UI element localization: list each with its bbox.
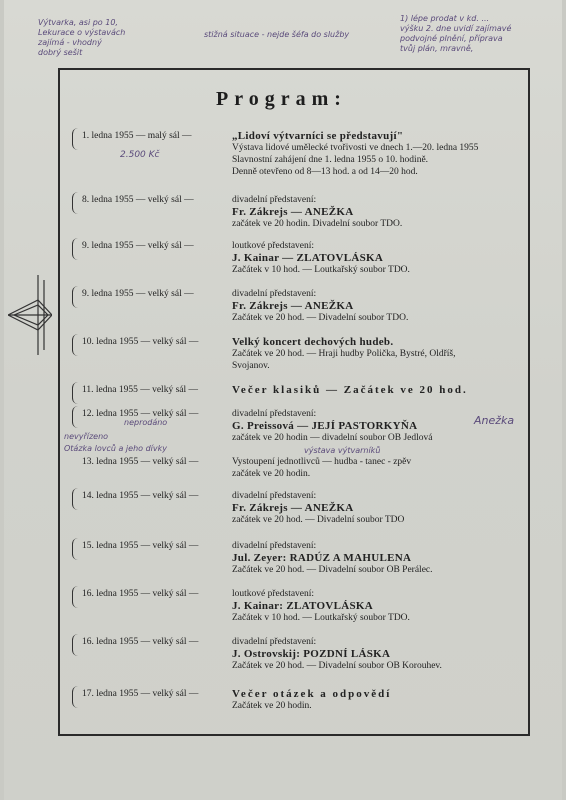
entry-line: Začátek ve 20 hod. — Divadelní soubor OB Perálec. — [232, 565, 433, 575]
entry-line: Fr. Zákrejs — ANEŽKA — [232, 206, 354, 218]
bracket-mark — [72, 634, 81, 656]
entry-line: Denně otevřeno od 8—13 hod. a od 14—20 hod. — [232, 167, 418, 177]
entry-line: Jul. Zeyer: RADÚZ A MAHULENA — [232, 552, 412, 564]
entry-line: Fr. Zákrejs — ANEŽKA — [232, 300, 354, 312]
entry-line: začátek ve 20 hodin — divadelní soubor OB Jedlová — [232, 433, 433, 443]
handwritten-note-left-1: neprodáno — [124, 418, 168, 427]
entry-line: začátek ve 20 hodin. — [232, 469, 311, 479]
entry-line: divadelní představení: — [232, 541, 317, 551]
bracket-mark — [72, 488, 81, 510]
entry-line: Začátek ve 20 hod. — Divadelní soubor TDO. — [232, 313, 409, 323]
entry-date: 8. ledna 1955 — velký sál — — [82, 195, 194, 205]
entry-date: 9. ledna 1955 — velký sál — — [82, 289, 194, 299]
entry-line: Vystoupení jednotlivců — hudba - tanec - zpěv — [232, 457, 412, 467]
bracket-mark — [72, 686, 81, 708]
entry-line: loutkové představení: — [232, 589, 315, 599]
entry-line: začátek ve 20 hod. — Divadelní soubor TDO — [232, 515, 405, 525]
entry-line: Večer otázek a odpovědí — [232, 688, 392, 700]
entry-date: 16. ledna 1955 — velký sál — — [82, 589, 199, 599]
bracket-mark — [72, 192, 81, 214]
entry-line: loutkové představení: — [232, 241, 315, 251]
entry-line: Velký koncert dechových hudeb. — [232, 336, 394, 348]
entry-line: Začátek ve 20 hod. — Divadelní soubor OB Korouhev. — [232, 661, 442, 671]
bracket-mark — [72, 382, 81, 404]
entry-line: Začátek ve 20 hodin. — [232, 701, 312, 711]
entry-line: J. Kainar: ZLATOVLÁSKA — [232, 600, 373, 612]
entry-line: Začátek v 10 hod. — Loutkařský soubor TDO. — [232, 613, 410, 623]
bracket-mark — [72, 586, 81, 608]
entry-line: Slavnostní zahájení dne 1. ledna 1955 o 10. hodině. — [232, 155, 429, 165]
handwritten-correction: Anežka — [474, 414, 515, 427]
handwritten-note-top-middle: stižná situace - nejde šéfa do služby — [204, 30, 350, 39]
entry-line: Fr. Zákrejs — ANEŽKA — [232, 502, 354, 514]
handwritten-amount: 2.500 Kč — [120, 150, 160, 160]
entry-date: 13. ledna 1955 — velký sál — — [82, 457, 199, 467]
entry-line: začátek ve 20 hodin. Divadelní soubor TDO. — [232, 219, 403, 229]
entry-date: 12. ledna 1955 — velký sál — — [82, 409, 199, 419]
entry-date: 9. ledna 1955 — velký sál — — [82, 241, 194, 251]
entry-line: G. Preissová — JEJÍ PASTORKYŇA — [232, 420, 418, 432]
handwritten-note-top-right: 1) lépe prodat v kd. ... výšku 2. dne uvidí zajímavé podvojné plnění, příprava tvůj plán, mravně, — [400, 14, 512, 53]
entry-line: „Lidoví výtvarníci se představují" — [232, 130, 404, 142]
entry-line: divadelní představení: — [232, 409, 317, 419]
entry-line: Výstava lidové umělecké tvořivosti ve dnech 1.—20. ledna 1955 — [232, 143, 479, 153]
entry-date: 17. ledna 1955 — velký sál — — [82, 689, 199, 699]
bracket-mark — [72, 538, 81, 560]
paper-sheet — [4, 0, 562, 800]
bracket-mark — [72, 286, 81, 308]
margin-ornament-icon — [8, 275, 52, 355]
handwritten-note-left-3: Otázka lovců a jeho dívky — [64, 444, 167, 453]
entry-date: 16. ledna 1955 — velký sál — — [82, 637, 199, 647]
entry-line: Začátek ve 20 hod. — Hraji hudby Polička, Bystré, Oldříš, — [232, 349, 456, 359]
handwritten-note-under: výstava výtvarníků — [304, 446, 381, 455]
entry-line: Večer klasiků — Začátek ve 20 hod. — [232, 384, 468, 396]
entry-line: divadelní představení: — [232, 289, 317, 299]
entry-line: divadelní představení: — [232, 491, 317, 501]
entry-line: Svojanov. — [232, 361, 270, 371]
entry-date: 15. ledna 1955 — velký sál — — [82, 541, 199, 551]
bracket-mark — [72, 406, 81, 428]
entry-line: divadelní představení: — [232, 637, 317, 647]
handwritten-note-top-left: Výtvarka, asi po 10, Lekurace o výstavách zajímá - vhodný dobrý sešit — [38, 18, 126, 57]
entry-line: Začátek v 10 hod. — Loutkařský soubor TDO. — [232, 265, 410, 275]
entry-date: 10. ledna 1955 — velký sál — — [82, 337, 199, 347]
entry-date: 1. ledna 1955 — malý sál — — [82, 131, 192, 141]
entry-date: 11. ledna 1955 — velký sál — — [82, 385, 199, 395]
bracket-mark — [72, 334, 81, 356]
entry-date: 14. ledna 1955 — velký sál — — [82, 491, 199, 501]
entry-line: J. Kainar — ZLATOVLÁSKA — [232, 252, 384, 264]
handwritten-note-left-2: nevyřízeno — [64, 432, 109, 441]
page-title: Program: — [216, 88, 347, 110]
bracket-mark — [72, 128, 81, 150]
entry-line: divadelní představení: — [232, 195, 317, 205]
entry-line: J. Ostrovskij: POZDNÍ LÁSKA — [232, 648, 391, 660]
bracket-mark — [72, 238, 81, 260]
